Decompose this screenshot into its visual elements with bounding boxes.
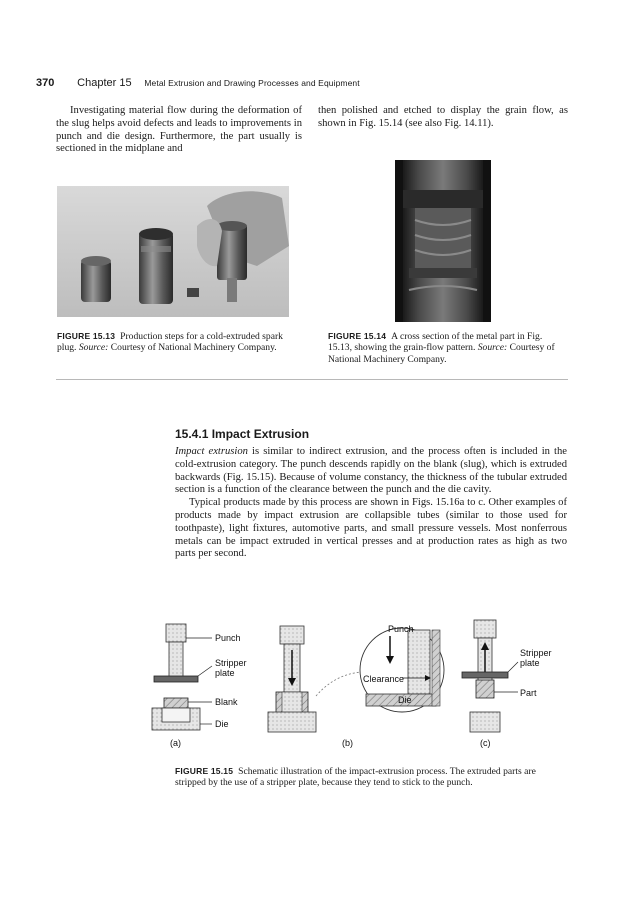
intro-left-paragraph: Investigating material flow during the deformation of the slug helps avoid defects and leads to improvements in punch and die design. Furthermore, the part usually is sectioned in the midplane and [56,105,302,155]
figure-15-15-label: FIGURE 15.15 [175,766,234,776]
stage-c [462,620,518,732]
page-number: 370 [36,77,55,89]
grain-flow-photo [395,160,491,322]
section-divider [56,379,568,380]
stage-b [268,626,368,732]
label-sub-c: (c) [480,738,491,748]
figure-15-13-text: Production steps for a cold-extruded spark plug. [57,331,283,354]
running-header [36,77,360,89]
figure-15-14-source-label: Source: [477,342,508,354]
figure-15-14-caption [328,331,568,365]
label-punch: Punch [215,633,241,643]
label-die: Die [215,719,229,729]
label-detail-punch: Punch [388,624,414,634]
section-title: 15.4.1 Impact Extrusion [175,427,310,441]
label-sub-a: (a) [170,738,181,748]
figure-15-14-text: A cross section of the metal part in Fig. 15.13, showing the grain-flow pattern. [328,331,543,354]
impact-extrusion-schematic [140,612,560,752]
figure-15-14-source: Courtesy of National Machinery Company. [328,342,555,365]
label-detail-clearance: Clearance [363,674,405,684]
chapter-title: Metal Extrusion and Drawing Processes and Equipment [144,78,360,88]
paragraph-1-text: is similar to indirect extrusion, and the process often is included in the cold-extrusion category. The punch descends rapidly on the blank (slug), which is extruded backwards (Fig. 15.15). Because of volume constancy, the thickness of the tubular extruded section is a function of the clearance between the punch and the die cavity. [175,446,567,496]
intro-right-paragraph: then polished and etched to display the grain flow, as shown in Fig. 15.14 (see also Fig. 14.11). [318,105,568,129]
label-stripper-line2: plate [215,668,235,678]
term-impact-extrusion: Impact extrusion [175,446,248,457]
label-c-stripper-line1: Stripper [520,648,552,658]
label-sub-b: (b) [342,738,353,748]
figure-15-13-caption [57,331,297,354]
spark-plug-photo [57,186,289,317]
figure-15-15-caption [175,766,569,789]
label-part: Part [520,688,537,698]
section-body [175,446,567,561]
figure-15-15-text: Schematic illustration of the impact-extrusion process. The extruded parts are stripped by the use of a stripper plate, because they tend to stick to the punch. [175,766,536,789]
figure-15-13-source: Courtesy of National Machinery Company. [110,342,277,354]
section-paragraph-1 [175,446,567,497]
figure-15-13-source-label: Source: [78,342,109,354]
section-paragraph-2: Typical products made by this process are shown in Figs. 15.16a to c. Other examples of products made by impact extrusion are collapsible tubes (similar to those used for toothpaste), light fixtures, automotive parts, and small pressure vessels. Most nonferrous metals can be impact extruded in vertical presses and at production rates as high as two parts per second. [175,497,567,560]
figure-15-13-label: FIGURE 15.13 [57,331,116,341]
label-c-stripper-line2: plate [520,658,540,668]
figure-15-14-label: FIGURE 15.14 [328,331,387,341]
chapter-label: Chapter 15 [77,77,132,89]
stage-a [152,624,212,730]
label-detail-die: Die [398,695,412,705]
label-stripper-line1: Stripper [215,658,247,668]
label-blank: Blank [215,697,238,707]
